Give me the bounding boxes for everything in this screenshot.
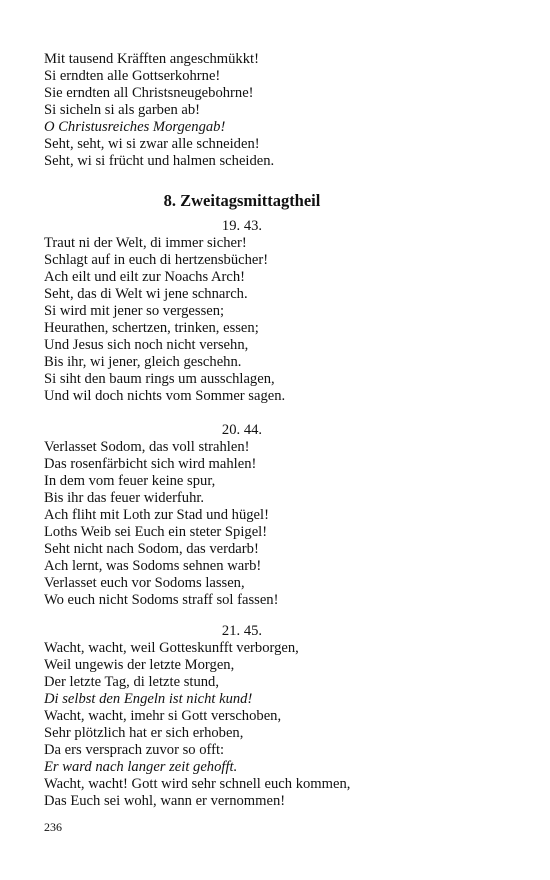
verse-line: Verlasset euch vor Sodoms lassen, xyxy=(44,575,245,591)
verse-line: Und wil doch nichts vom Sommer sagen. xyxy=(44,388,286,404)
verse-line: Der letzte Tag, di letzte stund, xyxy=(44,674,219,690)
verse-line: Und Jesus sich noch nicht versehn, xyxy=(44,337,249,353)
verse-line: Das Euch sei wohl, wann er vernommen! xyxy=(44,793,286,809)
verse-line: In dem vom feuer keine spur, xyxy=(44,473,216,489)
verse-line: Di selbst den Engeln ist nicht kund! xyxy=(44,691,253,707)
stanza-number: 20. 44. xyxy=(221,422,263,438)
verse-line: Loths Weib sei Euch ein steter Spigel! xyxy=(44,524,268,540)
verse-line: Sie erndten all Christsneugebohrne! xyxy=(44,85,254,101)
verse-line: Si sicheln si als garben ab! xyxy=(44,102,201,118)
verse-line: Si siht den baum rings um ausschlagen, xyxy=(44,371,275,387)
verse-line: Weil ungewis der letzte Morgen, xyxy=(44,657,235,673)
verse-line: Seht, seht, wi si zwar alle schneiden! xyxy=(44,136,260,152)
verse-line: Heurathen, schertzen, trinken, essen; xyxy=(44,320,259,336)
verse-line: Wacht, wacht, imehr si Gott verschoben, xyxy=(44,708,282,724)
verse-line: Seht, das di Welt wi jene schnarch. xyxy=(44,286,248,302)
verse-line: Wacht, wacht! Gott wird sehr schnell euch kommen, xyxy=(44,776,351,792)
verse-line: Si erndten alle Gottserkohrne! xyxy=(44,68,221,84)
verse-line: Ach fliht mit Loth zur Stad und hügel! xyxy=(44,507,269,523)
verse-line: O Christusreiches Morgengab! xyxy=(44,119,226,135)
verse-line: Ach eilt und eilt zur Noachs Arch! xyxy=(44,269,246,285)
verse-line: Bis ihr, wi jener, gleich geschehn. xyxy=(44,354,242,370)
verse-line: Wacht, wacht, weil Gotteskunfft verborgen, xyxy=(44,640,299,656)
verse-line: Si wird mit jener so vergessen; xyxy=(44,303,225,319)
stanza-number: 21. 45. xyxy=(221,623,263,639)
verse-line: Sehr plötzlich hat er sich erhoben, xyxy=(44,725,244,741)
verse-line: Seht, wi si frücht und halmen scheiden. xyxy=(44,153,275,169)
verse-line: Schlagt auf in euch di hertzensbücher! xyxy=(44,252,269,268)
verse-line: Seht nicht nach Sodom, das verdarb! xyxy=(44,541,259,557)
section-title: 8. Zweitagsmittagtheil xyxy=(163,191,321,210)
verse-line: Ach lernt, was Sodoms sehnen warb! xyxy=(44,558,262,574)
stanza-number: 19. 43. xyxy=(221,218,263,234)
verse-line: Da ers versprach zuvor so offt: xyxy=(44,742,225,758)
verse-line: Das rosenfärbicht sich wird mahlen! xyxy=(44,456,257,472)
verse-line: Verlasset Sodom, das voll strahlen! xyxy=(44,439,250,455)
verse-line: Wo euch nicht Sodoms straff sol fassen! xyxy=(44,592,279,608)
verse-line: Er ward nach langer zeit gehofft. xyxy=(44,759,238,775)
verse-line: Traut ni der Welt, di immer sicher! xyxy=(44,235,247,251)
page-number: 236 xyxy=(44,820,62,834)
verse-line: Bis ihr das feuer widerfuhr. xyxy=(44,490,205,506)
verse-line: Mit tausend Kräfften angeschmükkt! xyxy=(44,51,259,67)
